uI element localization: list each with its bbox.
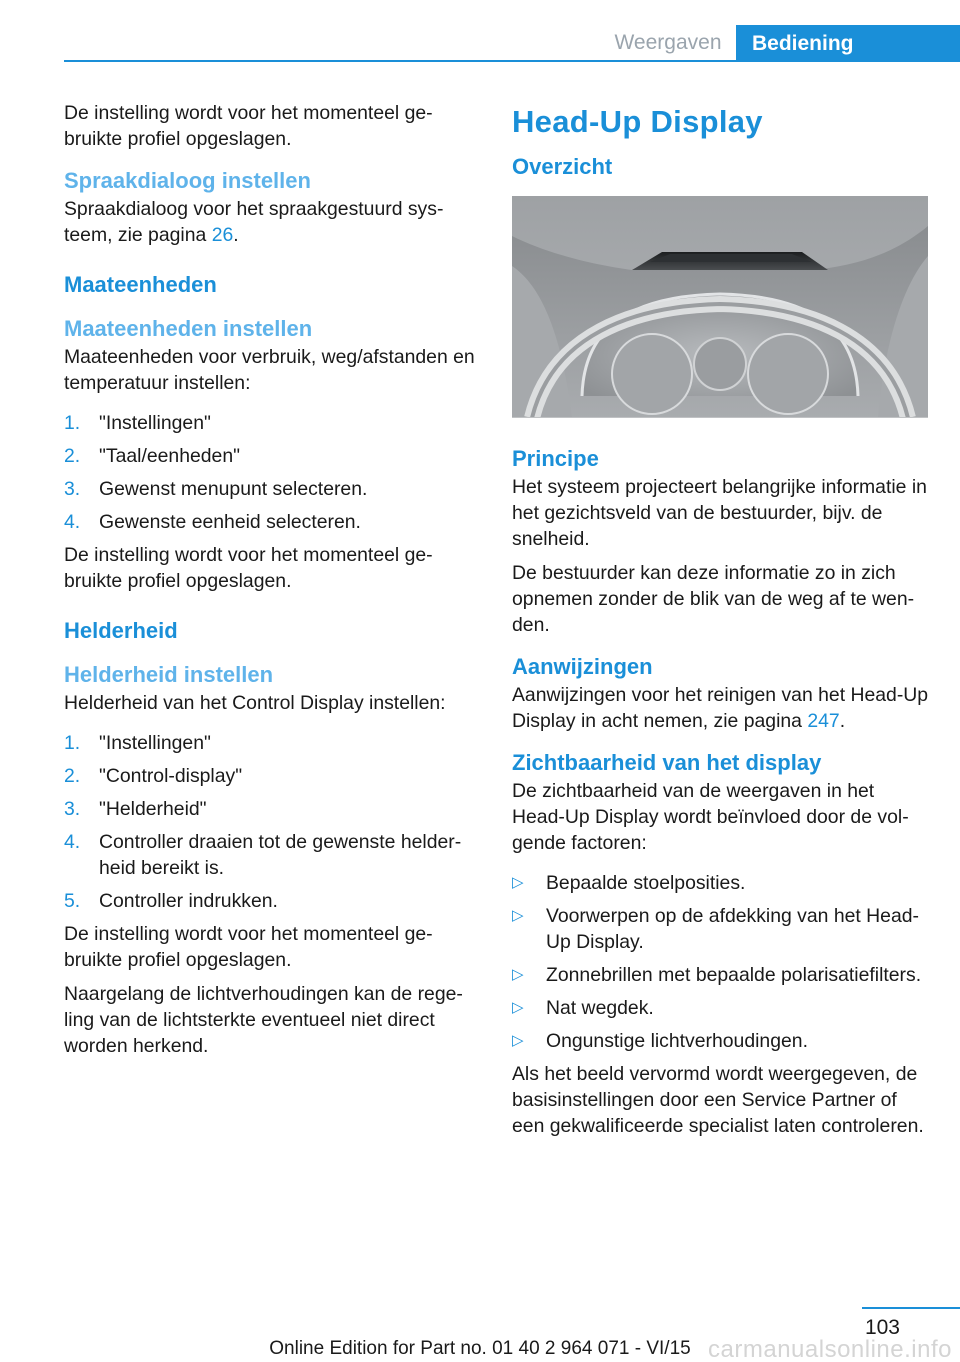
maateenheden-paragraph: Maateenheden voor verbruik, weg/afstanden en temperatuur instellen: (64, 346, 475, 394)
triangle-bullet-icon: ▷ (512, 999, 524, 1016)
edition-footer: Online Edition for Part no. 01 40 2 964 071 - VI/15 (269, 1338, 691, 1359)
aanwijzingen-paragraph (512, 682, 932, 734)
triangle-bullet-icon: ▷ (512, 1032, 524, 1049)
list-item (64, 888, 476, 914)
step-text: "Instellingen" (99, 412, 211, 434)
list-item (512, 995, 932, 1021)
helderheid-paragraph: Helderheid van het Control Display instellen: (64, 692, 446, 714)
list-item (64, 443, 476, 469)
factor-text: Zonnebrillen met bepaalde polarisatiefilters. (546, 964, 922, 986)
triangle-bullet-icon: ▷ (512, 874, 524, 891)
step-number: 4. (64, 511, 81, 533)
aanwijzingen-heading: Aanwijzingen (512, 654, 653, 679)
step-number: 2. (64, 445, 81, 467)
spraak-text-end: . (233, 224, 239, 246)
step-number: 2. (64, 765, 81, 787)
step-number: 1. (64, 412, 81, 434)
factor-text: Nat wegdek. (546, 997, 654, 1019)
list-item (512, 870, 932, 896)
aanwijzingen-text: Aanwijzingen voor het reinigen van het Head-Up Display in acht nemen, zie pagina (512, 684, 929, 732)
zichtbaarheid-heading: Zichtbaarheid van het display (512, 750, 822, 775)
aanwijzingen-page-link[interactable]: 247 (807, 710, 840, 732)
principe-paragraph-1: Het systeem projecteert belangrijke informatie in het gezichtsveld van de bestuurder, bijv. de snelheid. (512, 476, 927, 550)
maateenheden-heading: Maateenheden (64, 272, 217, 297)
helderheid-steps (64, 730, 476, 914)
list-item (64, 509, 476, 535)
step-text: Gewenst menupunt selecteren. (99, 478, 368, 500)
factor-list (512, 870, 932, 1054)
helderheid-subheading: Helderheid instellen (64, 662, 274, 687)
step-text: "Control-display" (99, 765, 243, 787)
factor-text: Ongunstige lichtverhoudingen. (546, 1030, 808, 1052)
list-item (64, 476, 476, 502)
aanwijzingen-text-end: . (839, 710, 846, 732)
factor-text: Voorwerpen op de afdekking van het Head-Up Display. (546, 905, 919, 953)
maateenheden-steps (64, 410, 476, 535)
principe-heading: Principe (512, 446, 599, 471)
spraak-paragraph (64, 196, 476, 248)
right-column (512, 100, 932, 1147)
helderheid-heading: Helderheid (64, 618, 178, 643)
spraak-heading: Spraakdialoog instellen (64, 168, 311, 193)
list-item (64, 796, 476, 822)
list-item (64, 829, 476, 881)
step-text: "Taal/eenheden" (99, 445, 240, 467)
page-title: Head-Up Display (512, 104, 763, 139)
step-number: 3. (64, 798, 81, 820)
factor-text: Bepaalde stoelposities. (546, 872, 746, 894)
helderheid-after-paragraph-2: Naargelang de lichtverhoudingen kan de regeling van de lichtsterkte eventueel niet direct worden herkend. (64, 983, 463, 1057)
step-text: Controller draaien tot de gewenste helderheid bereikt is. (99, 831, 462, 879)
footer-rule (862, 1307, 960, 1309)
header-tab-weergaven[interactable]: Weergaven (614, 31, 722, 54)
page-number: 103 (864, 1316, 900, 1339)
triangle-bullet-icon: ▷ (512, 966, 524, 983)
step-number: 1. (64, 732, 81, 754)
list-item (64, 410, 476, 436)
step-number: 4. (64, 831, 81, 853)
list-item (512, 1028, 932, 1054)
step-number: 3. (64, 478, 81, 500)
maateenheden-subheading: Maateenheden instellen (64, 316, 313, 341)
step-text: Gewenste eenheid selecteren. (99, 511, 361, 533)
overzicht-heading: Overzicht (512, 154, 613, 179)
triangle-bullet-icon: ▷ (512, 907, 524, 924)
header-tab-bediening[interactable]: Bediening (736, 25, 960, 62)
maateenheden-after-paragraph: De instelling wordt voor het momenteel gebruikte profiel opgeslagen. (64, 544, 433, 592)
list-item (64, 763, 476, 789)
principe-paragraph-2: De bestuurder kan deze informatie zo in zich opnemen zonder de blik van de weg af te wenden. (512, 562, 915, 636)
step-text: "Instellingen" (99, 732, 211, 754)
step-text: "Helderheid" (99, 798, 207, 820)
intro-paragraph: De instelling wordt voor het momenteel gebruikte profiel opgeslagen. (64, 102, 433, 150)
spraak-page-link[interactable]: 26 (211, 224, 234, 246)
zichtbaarheid-paragraph: De zichtbaarheid van de weergaven in het Head-Up Display wordt beïnvloed door de volgende factoren: (512, 780, 909, 854)
list-item (512, 903, 932, 955)
closing-paragraph: Als het beeld vervormd wordt weergegeven, de basisinstellingen door een Service Partner of een gekwalificeerde specialist laten controleren. (512, 1063, 924, 1137)
list-item (512, 962, 932, 988)
step-text: Controller indrukken. (99, 890, 278, 912)
step-number: 5. (64, 890, 81, 912)
watermark: carmanualsonline.info (708, 1336, 952, 1362)
list-item (64, 730, 476, 756)
head-up-display-photo (512, 196, 928, 418)
helderheid-after-paragraph-1: De instelling wordt voor het momenteel gebruikte profiel opgeslagen. (64, 923, 433, 971)
header-rule (64, 60, 960, 62)
spraak-text: Spraakdialoog voor het spraakgestuurd systeem, zie pagina (64, 198, 444, 246)
left-column (64, 100, 476, 1067)
